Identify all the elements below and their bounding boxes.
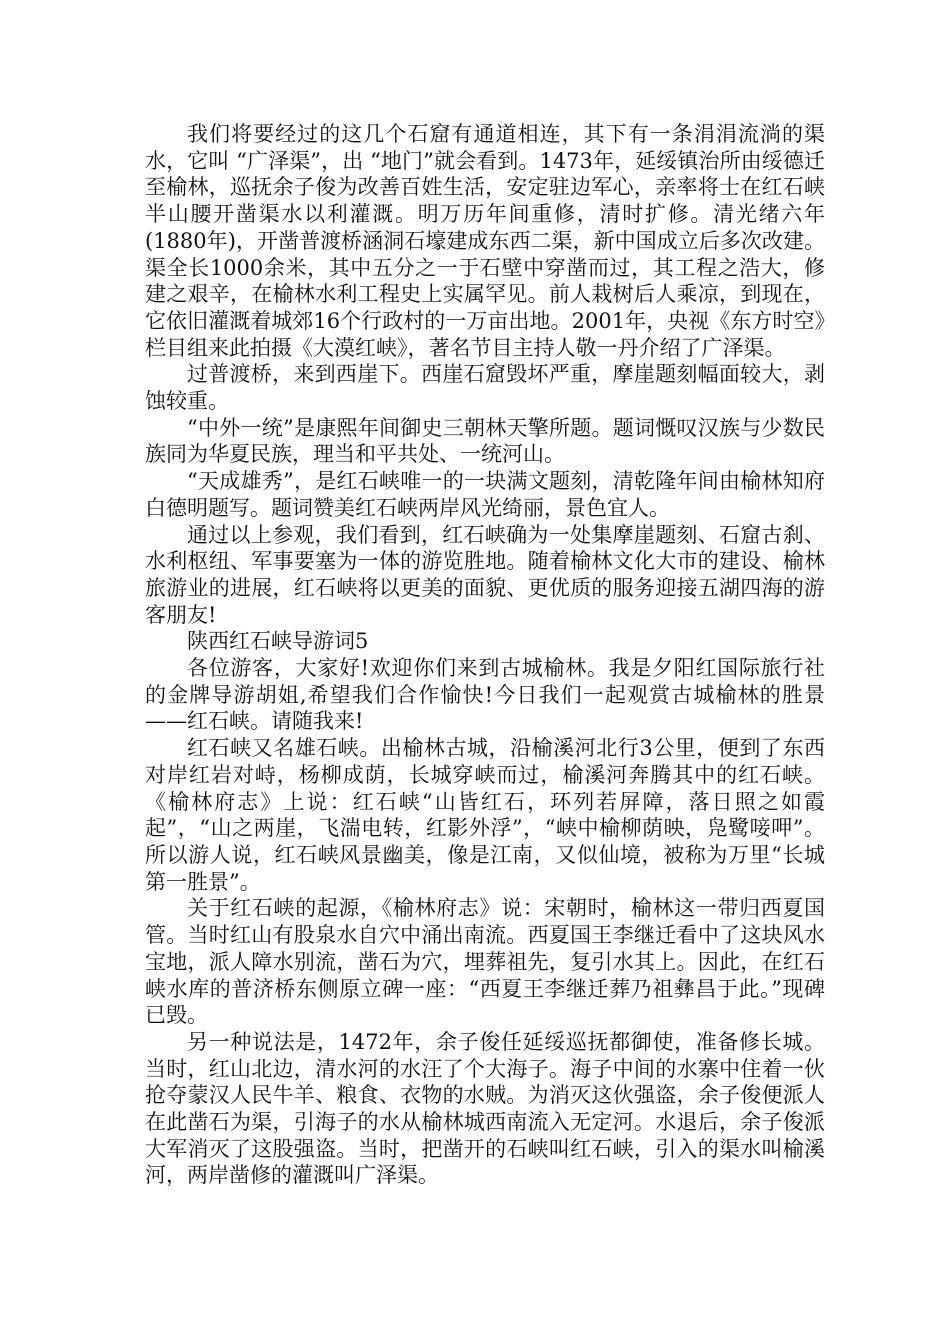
paragraph-welcome: 各位游客，大家好!欢迎你们来到古城榆林。我是夕阳红国际旅行社的金牌导游胡姐,希望我们合作愉快!今日我们一起观赏古城榆林的胜景——红石峡。请随我来! <box>145 656 825 734</box>
section-heading: 陕西红石峡导游词5 <box>187 629 369 654</box>
paragraph-introduction: 红石峡又名雄石峡。出榆林古城，沿榆溪河北行3公里，便到了东西对岸红岩对峙，杨柳成荫，长城穿峡而过，榆溪河奔腾其中的红石峡。《榆林府志》上说：红石峡“山皆红石，环列若屏障，落日照之如霞起”，“山之两崖，飞湍电转，红影外浮”，“峡中榆柳荫映，凫鹭唼呷”。所以游人说，红石峡风景幽美，像是江南，又似仙境，被称为万里“长城第一胜景”。 <box>145 736 825 894</box>
paragraph-summary: 通过以上参观，我们看到，红石峡确为一处集摩崖题刻、石窟古刹、水利枢纽、军事要塞为一体的游览胜地。随着榆林文化大市的建设、榆林旅游业的进展，红石峡将以更美的面貌、更优质的服务迎接五湖四海的游客朋友! <box>145 522 825 627</box>
paragraph-tiancheng-xiongxiu: “天成雄秀”，是红石峡唯一的一块满文题刻，清乾隆年间由榆林知府白德明题写。题词赞美红石峡两岸风光绮丽，景色宜人。 <box>145 469 825 520</box>
paragraph-origin: 关于红石峡的起源，《榆林府志》说：宋朝时，榆林这一带归西夏国管。当时红山有股泉水自穴中涌出南流。西夏国王李继迁看中了这块风水宝地，派人障水别流，凿石为穴，埋葬祖先，复引水其上。因此，在红石峡水库的普济桥东侧原立碑一座：“西夏王李继迁葬乃祖彝昌于此。”现碑已毁。 <box>145 896 825 1028</box>
paragraph-zhongwai-yitong: “中外一统”是康熙年间御史三朝林天擎所题。题词慨叹汉族与少数民族同为华夏民族，理当和平共处、一统河山。 <box>145 415 825 467</box>
paragraph-alternate-origin: 另一种说法是，1472年，余子俊任延绥巡抚都御使，准备修长城。当时，红山北边，清水河的水汪了个大海子。海子中间的水寨中住着一伙抢夺蒙汉人民牛羊、粮食、衣物的水贼。为消灭这伙强盗，余子俊便派人在此凿石为渠，引海子的水从榆林城西南流入无定河。水退后，余子俊派大军消灭了这股强盗。当时，把凿开的石峡叫红石峡，引入的渠水叫榆溪河，两岸凿修的灌溉叫广泽渠。 <box>145 1029 825 1188</box>
paragraph-west-cliff: 过普渡桥，来到西崖下。西崖石窟毁坏严重，摩崖题刻幅面较大，剥蚀较重。 <box>145 362 825 414</box>
paragraph-guangze-canal: 我们将要经过的这几个石窟有通道相连，其下有一条涓涓流淌的渠水，它叫 “广泽渠”，出 “地门”就会看到。1473年，延绥镇治所由绥德迁至榆林，巡抚余子俊为改善百姓生活，安定驻边军心，亲率将士在红石峡半山腰开凿渠水以利灌溉。明万历年间重修，清时扩修。清光绪六年(1880年)，开凿普渡桥涵洞石壕建成东西二渠，新中国成立后多次改建。渠全长1000余米，其中五分之一于石壁中穿凿而过，其工程之浩大，修建之艰辛，在榆林水利工程史上实属罕见。前人栽树后人乘凉，到现在，它依旧灌溉着城郊16个行政村的一万亩出地。2001年，央视《东方时空》栏目组来此拍摄《大漠红峡》，著名节目主持人敬一丹介绍了广泽渠。 <box>145 122 825 360</box>
document-body <box>145 121 825 1189</box>
